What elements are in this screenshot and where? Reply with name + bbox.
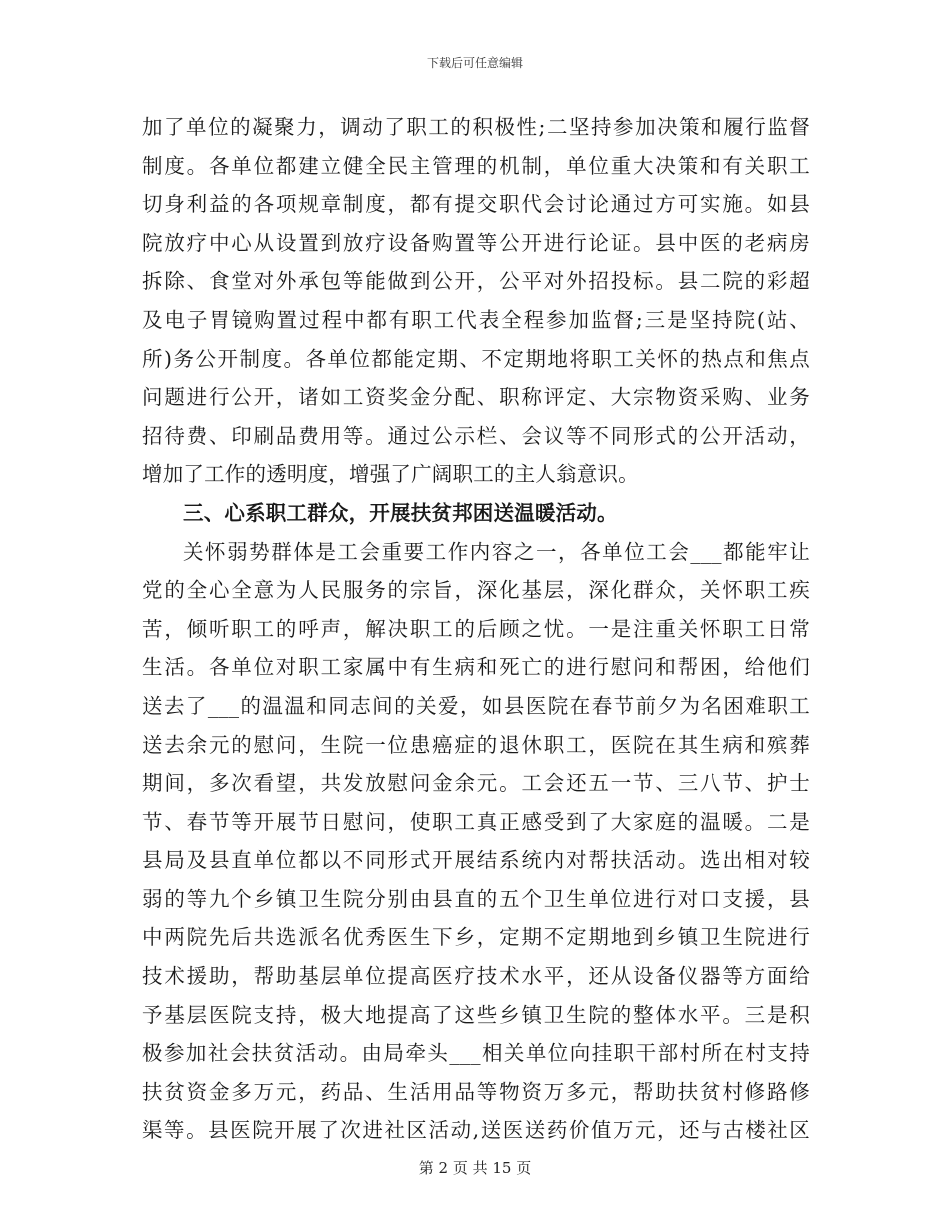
text-line: 扶贫资金多万元，药品、生活用品等物资万多元，帮助扶贫村修路修 <box>142 1079 810 1104</box>
document-body <box>142 108 810 1150</box>
text-line: 中两院先后共选派名优秀医生下乡，定期不定期地到乡镇卫生院进行 <box>142 925 810 950</box>
text-line: 送去了___的温温和同志间的关爱，如县医院在春节前夕为名困难职工 <box>142 693 810 718</box>
text-line: 送去余元的慰问，生院一位患癌症的退休职工，医院在其生病和殡葬 <box>142 732 810 757</box>
text-line: 及电子胃镜购置过程中都有职工代表全程参加监督;三是坚持院(站、 <box>142 307 810 332</box>
text-line: 拆除、食堂对外承包等能做到公开，公平对外招投标。县二院的彩超 <box>142 269 810 294</box>
text-line: 县局及县直单位都以不同形式开展结系统内对帮扶活动。选出相对较 <box>142 848 810 873</box>
text-line: 极参加社会扶贫活动。由局牵头___相关单位向挂职干部村所在村支持 <box>142 1041 810 1066</box>
text-line: 加了单位的凝聚力，调动了职工的积极性;二坚持参加决策和履行监督 <box>142 115 810 139</box>
text-line: 问题进行公开，诸如工资奖金分配、职称评定、大宗物资采购、业务 <box>142 385 810 410</box>
section-heading: 三、心系职工群众，开展扶贫邦困送温暖活动。 <box>183 500 618 525</box>
text-line: 节、春节等开展节日慰问，使职工真正感受到了大家庭的温暖。二是 <box>142 809 810 834</box>
text-line: 招待费、印刷品费用等。通过公示栏、会议等不同形式的公开活动， <box>142 423 810 448</box>
text-line: 弱的等九个乡镇卫生院分别由县直的五个卫生单位进行对口支援，县 <box>142 886 810 911</box>
text-line: 切身利益的各项规章制度，都有提交职代会讨论通过方可实施。如县 <box>142 192 810 217</box>
text-line: 关怀弱势群体是工会重要工作内容之一，各单位工会___都能牢让 <box>183 539 810 564</box>
text-line: 期间，多次看望，共发放慰问金余元。工会还五一节、三八节、护士 <box>142 771 810 796</box>
text-line: 增加了工作的透明度，增强了广阔职工的主人翁意识。 <box>142 462 639 487</box>
text-line: 党的全心全意为人民服务的宗旨，深化基层，深化群众，关怀职工疾 <box>142 578 810 603</box>
text-line: 院放疗中心从设置到放疗设备购置等公开进行论证。县中医的老病房 <box>142 230 810 255</box>
text-line: 生活。各单位对职工家属中有生病和死亡的进行慰问和帮困，给他们 <box>142 655 810 680</box>
text-line: 予基层医院支持，极大地提高了这些乡镇卫生院的整体水平。三是积 <box>142 1002 810 1027</box>
text-line: 所)务公开制度。各单位都能定期、不定期地将职工关怀的热点和焦点 <box>142 346 810 371</box>
header-note: 下载后可任意编辑 <box>426 56 523 70</box>
text-line: 渠等。县医院开展了次进社区活动,送医送药价值万元，还与古楼社区 <box>142 1118 810 1143</box>
text-line: 技术援助，帮助基层单位提高医疗技术水平，还从设备仪器等方面给 <box>142 964 810 989</box>
page-number: 第 2 页 共 15 页 <box>418 1159 532 1177</box>
text-line: 制度。各单位都建立健全民主管理的机制，单位重大决策和有关职工 <box>142 153 810 178</box>
text-line: 苦，倾听职工的呼声，解决职工的后顾之忧。一是注重关怀职工日常 <box>142 616 810 641</box>
